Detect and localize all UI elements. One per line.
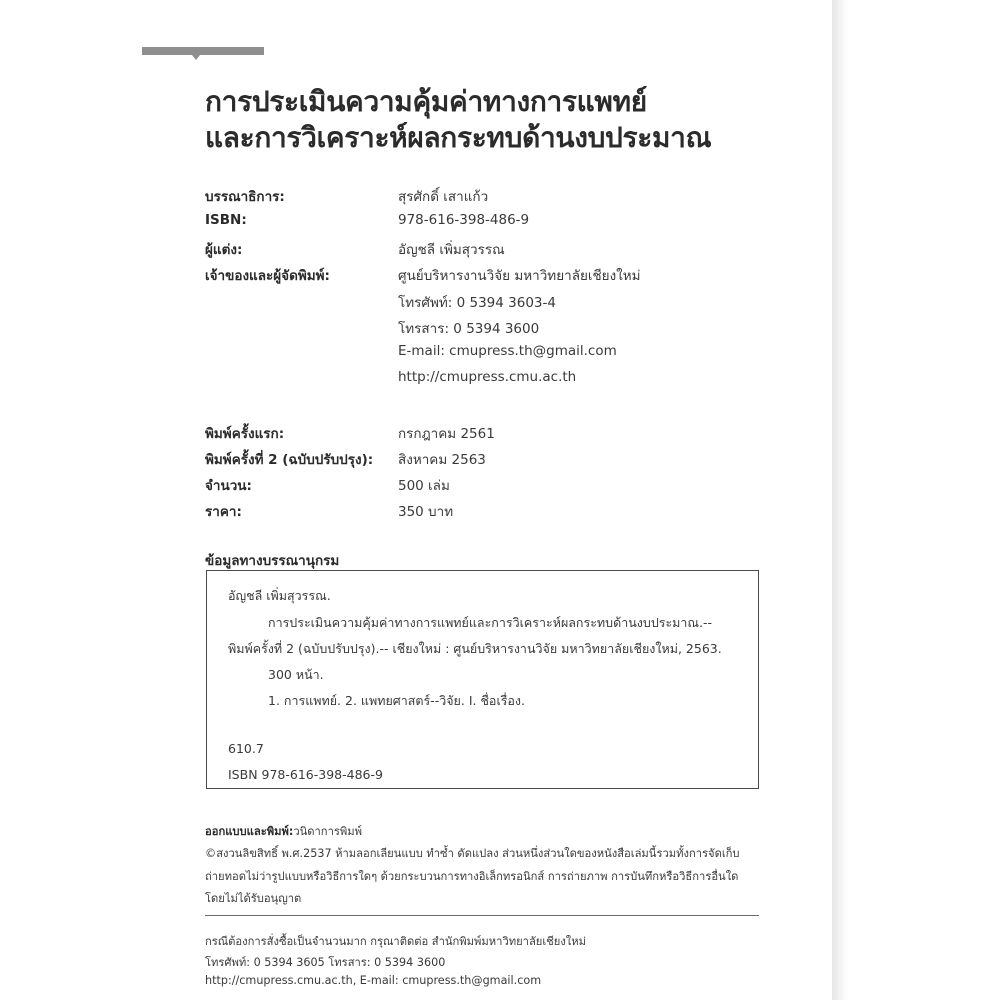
design-credit-value: วนิดาการพิมพ์ bbox=[293, 825, 362, 838]
copyright-line-2: ถ่ายทอดไม่ว่ารูปแบบหรือวิธีการใดๆ ด้วยกระบวนการทางอิเล็กทรอนิกส์ การถ่ายภาพ การบันทึกหรือวิธีการอื่นใด bbox=[205, 870, 739, 883]
cip-box bbox=[206, 570, 759, 789]
footer-web-email: http://cmupress.cmu.ac.th, E-mail: cmupress.th@gmail.com bbox=[205, 974, 542, 987]
page-edge-shadow bbox=[832, 0, 848, 1000]
second-print-label: พิมพ์ครั้งที่ 2 (ฉบับปรับปรุง): bbox=[205, 452, 374, 468]
cip-isbn: ISBN 978-616-398-486-9 bbox=[228, 767, 383, 782]
first-print-value: กรกฎาคม 2561 bbox=[398, 426, 495, 442]
design-credit bbox=[205, 822, 362, 840]
design-credit-label: ออกแบบและพิมพ์: bbox=[205, 825, 294, 838]
copyright-line-1: ©สงวนลิขสิทธิ์ พ.ศ.2537 ห้ามลอกเลียนแบบ ทำซ้ำ ดัดแปลง ส่วนหนึ่งส่วนใดของหนังสือเล่มนี้รวมทั้งการจัดเก็บ bbox=[205, 847, 740, 860]
quantity-value: 500 เล่ม bbox=[398, 478, 450, 494]
first-print-label: พิมพ์ครั้งแรก: bbox=[205, 426, 285, 442]
publisher-label: เจ้าของและผู้จัดพิมพ์: bbox=[205, 268, 330, 284]
footer-divider bbox=[205, 915, 759, 916]
editor-label: บรรณาธิการ: bbox=[205, 189, 285, 205]
cip-subjects: 1. การแพทย์. 2. แพทยศาสตร์--วิจัย. I. ชื่อเรื่อง. bbox=[268, 693, 526, 708]
cip-author: อัญชลี เพิ่มสุวรรณ. bbox=[228, 588, 331, 603]
header-bar bbox=[142, 47, 264, 55]
cip-edition: พิมพ์ครั้งที่ 2 (ฉบับปรับปรุง).-- เชียงใหม่ : ศูนย์บริหารงานวิจัย มหาวิทยาลัยเชียงใหม่, 2563. bbox=[228, 641, 722, 656]
cip-title: การประเมินความคุ้มค่าทางการแพทย์และการวิเคราะห์ผลกระทบด้านงบประมาณ.-- bbox=[268, 615, 713, 630]
cip-heading: ข้อมูลทางบรรณานุกรม bbox=[205, 553, 340, 569]
book-title-line-2: และการวิเคราะห์ผลกระทบด้านงบประมาณ bbox=[205, 121, 712, 154]
footer-order-info: กรณีต้องการสั่งซื้อเป็นจำนวนมาก กรุณาติดต่อ สำนักพิมพ์มหาวิทยาลัยเชียงใหม่ bbox=[205, 935, 587, 948]
isbn-label: ISBN: bbox=[205, 212, 247, 228]
publisher-value: ศูนย์บริหารงานวิจัย มหาวิทยาลัยเชียงใหม่ bbox=[398, 268, 641, 284]
publisher-phone: โทรศัพท์: 0 5394 3603-4 bbox=[398, 295, 556, 311]
editor-value: สุรศักดิ์ เสาแก้ว bbox=[398, 189, 489, 205]
footer-phone-fax: โทรศัพท์: 0 5394 3605 โทรสาร: 0 5394 3600 bbox=[205, 956, 446, 969]
price-label: ราคา: bbox=[205, 504, 242, 520]
copyright-line-3: โดยไม่ได้รับอนุญาต bbox=[205, 892, 302, 905]
publisher-email: E-mail: cmupress.th@gmail.com bbox=[398, 343, 617, 359]
header-notch-marker bbox=[192, 55, 200, 60]
author-value: อัญชลี เพิ่มสุวรรณ bbox=[398, 242, 505, 258]
publisher-website: http://cmupress.cmu.ac.th bbox=[398, 369, 577, 385]
author-label: ผู้แต่ง: bbox=[205, 242, 243, 258]
cip-pages: 300 หน้า. bbox=[268, 667, 324, 682]
cip-classification: 610.7 bbox=[228, 741, 264, 756]
isbn-value: 978-616-398-486-9 bbox=[398, 212, 530, 228]
second-print-value: สิงหาคม 2563 bbox=[398, 452, 486, 468]
book-title-line-1: การประเมินความคุ้มค่าทางการแพทย์ bbox=[205, 85, 647, 118]
price-value: 350 บาท bbox=[398, 504, 454, 520]
publisher-fax: โทรสาร: 0 5394 3600 bbox=[398, 321, 540, 337]
quantity-label: จำนวน: bbox=[205, 478, 252, 494]
